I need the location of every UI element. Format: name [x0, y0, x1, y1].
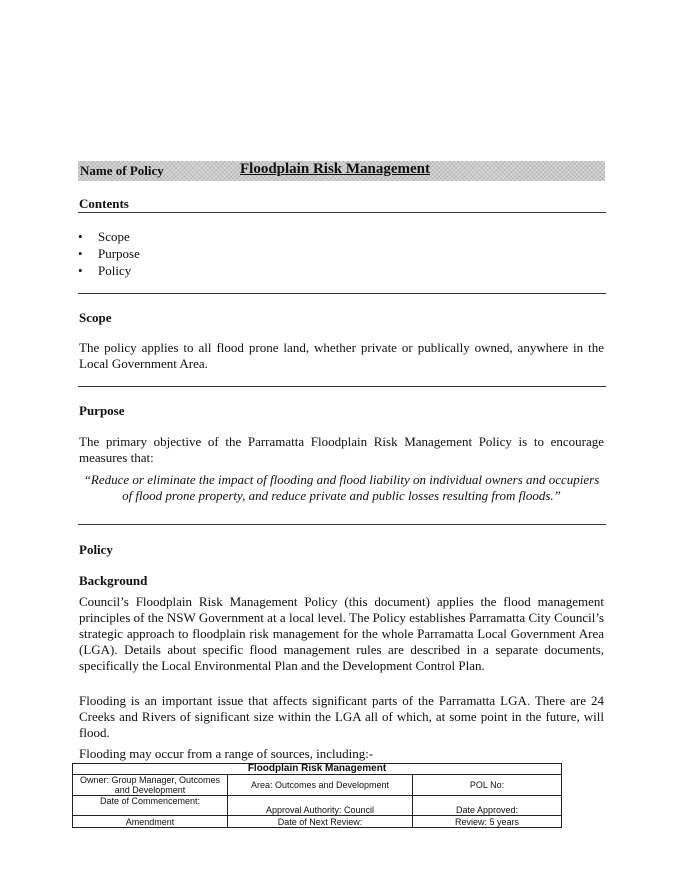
- review-period-cell: Review: 5 years: [413, 816, 562, 828]
- purpose-quote: “Reduce or eliminate the impact of flooding and flood liability on individual owners and occupiers of flood prone property, and reduce private and public losses resulting from floods.”: [83, 472, 600, 503]
- divider: [78, 524, 606, 525]
- background-paragraph: Council’s Floodplain Risk Management Policy (this document) applies the flood management principles of the NSW Government at a local level. The Policy establishes Parramatta City Council’s strategic approach to floodplain risk management for the whole Parramatta Local Government Area (LGA). Details about specific flood management rules are described in a separate documents, specifically the Local Environmental Plan and the Development Control Plan.: [79, 594, 604, 673]
- policy-title: Floodplain Risk Management: [240, 161, 431, 177]
- purpose-heading: Purpose: [79, 403, 125, 418]
- divider: [78, 386, 606, 387]
- area-cell: Area: Outcomes and Development: [228, 775, 413, 796]
- contents-heading: Contents: [79, 196, 129, 211]
- list-item: • Purpose: [78, 245, 140, 262]
- purpose-text: The primary objective of the Parramatta Floodplain Risk Management Policy is to encourage measures that:: [79, 434, 604, 465]
- divider: [78, 293, 606, 294]
- list-item: • Scope: [78, 228, 140, 245]
- policy-heading: Policy: [79, 542, 113, 557]
- policy-name-label: Name of Policy: [80, 163, 164, 178]
- policy-name-banner: [78, 161, 605, 181]
- pol-no-cell: POL No:: [413, 775, 562, 796]
- date-next-review-cell: Date of Next Review:: [228, 816, 413, 828]
- background-subheading: Background: [79, 573, 148, 588]
- policy-footer-table: [72, 763, 562, 828]
- contents-list: [78, 228, 140, 279]
- approval-authority-cell: Approval Authority: Council: [228, 796, 413, 816]
- owner-cell: Owner: Group Manager, Outcomes and Development: [73, 775, 228, 796]
- flooding-sources-intro: Flooding may occur from a range of sources, including:-: [79, 746, 374, 761]
- list-item: • Policy: [78, 262, 140, 279]
- date-approved-cell: Date Approved:: [413, 796, 562, 816]
- date-commencement-cell: Date of Commencement:: [73, 796, 228, 816]
- amendment-cell: Amendment: [73, 816, 228, 828]
- scope-text: The policy applies to all flood prone land, whether private or publically owned, anywhere in the Local Government Area.: [79, 340, 604, 371]
- divider: [78, 212, 606, 213]
- scope-heading: Scope: [79, 310, 112, 325]
- flooding-paragraph: Flooding is an important issue that affects significant parts of the Parramatta LGA. There are 24 Creeks and Rivers of significant size within the LGA all of which, at some point in the future, will flood.: [79, 693, 604, 740]
- footer-table-title: Floodplain Risk Management: [73, 764, 562, 775]
